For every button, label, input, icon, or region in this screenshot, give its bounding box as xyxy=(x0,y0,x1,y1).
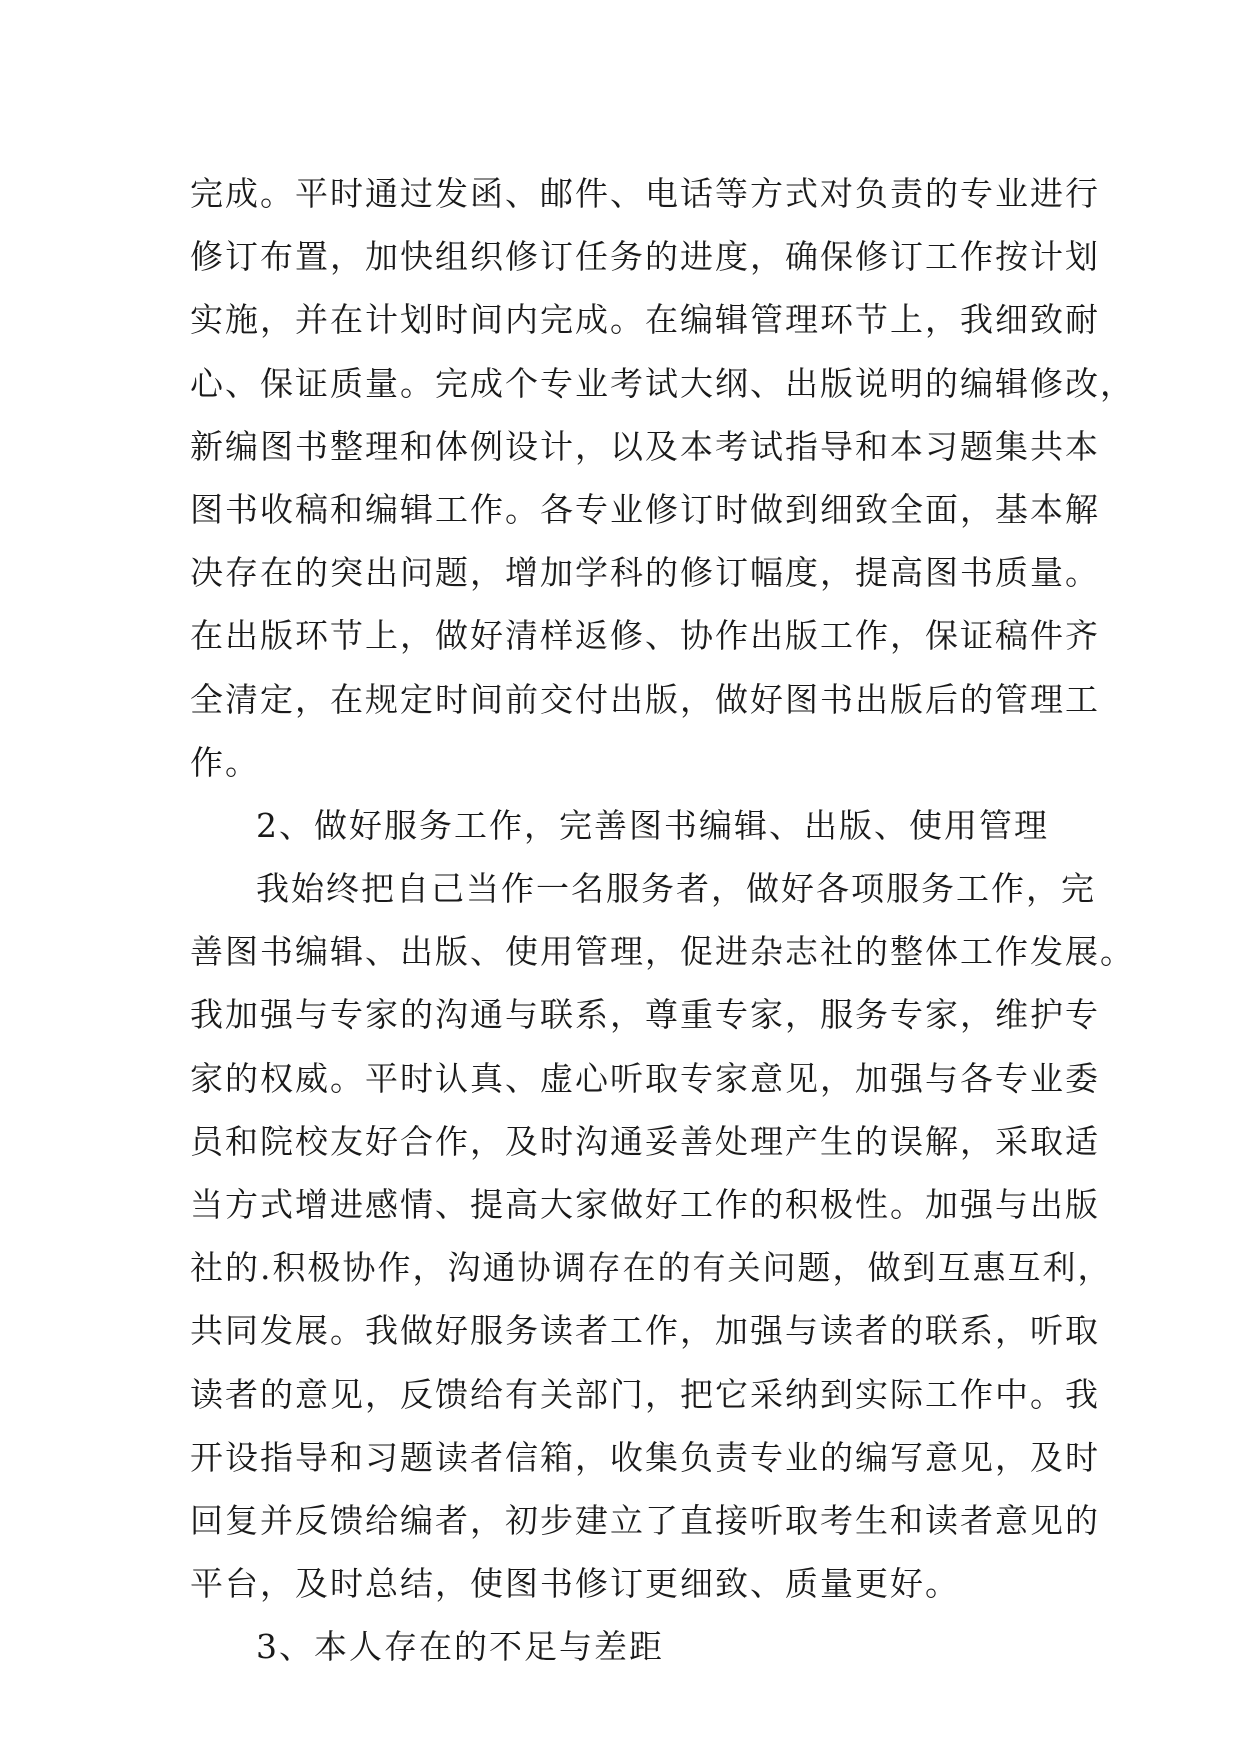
paragraph-first-line: 我始终把自己当作一名服务者，做好各项服务工作，完 xyxy=(256,869,1096,909)
body-line: 读者的意见，反馈给有关部门，把它采纳到实际工作中。我 xyxy=(190,1374,1100,1414)
body-line: 实施，并在计划时间内完成。在编辑管理环节上，我细致耐 xyxy=(190,300,1100,340)
body-line: 我加强与专家的沟通与联系，尊重专家，服务专家，维护专 xyxy=(190,995,1100,1035)
body-line: 心、保证质量。完成个专业考试大纲、出版说明的编辑修改， xyxy=(190,363,1135,403)
body-line: 当方式增进感情、提高大家做好工作的积极性。加强与出版 xyxy=(190,1185,1100,1224)
body-line: 家的权威。平时认真、虚心听取专家意见，加强与各专业委 xyxy=(190,1058,1100,1098)
body-line: 员和院校友好合作，及时沟通妥善处理产生的误解，采取适 xyxy=(190,1121,1100,1161)
section-heading-3: 3、本人存在的不足与差距 xyxy=(256,1627,664,1667)
body-line: 作。 xyxy=(190,742,260,782)
section-heading-2: 2、做好服务工作，完善图书编辑、出版、使用管理 xyxy=(256,805,1049,845)
body-line: 在出版环节上，做好清样返修、协作出版工作，保证稿件齐 xyxy=(190,616,1100,656)
body-line: 完成。平时通过发函、邮件、电话等方式对负责的专业进行 xyxy=(190,174,1100,213)
body-line: 善图书编辑、出版、使用管理，促进杂志社的整体工作发展。 xyxy=(190,932,1135,972)
body-line: 图书收稿和编辑工作。各专业修订时做到细致全面，基本解 xyxy=(190,489,1100,529)
body-line: 全清定，在规定时间前交付出版，做好图书出版后的管理工 xyxy=(190,679,1100,719)
body-line: 社的.积极协作，沟通协调存在的有关问题，做到互惠互利， xyxy=(190,1248,1113,1288)
body-line: 修订布置，加快组织修订任务的进度，确保修订工作按计划 xyxy=(190,237,1100,277)
body-line: 平台，及时总结，使图书修订更细致、质量更好。 xyxy=(190,1564,960,1604)
body-line: 回复并反馈给编者，初步建立了直接听取考生和读者意见的 xyxy=(190,1500,1100,1540)
body-line: 新编图书整理和体例设计，以及本考试指导和本习题集共本 xyxy=(190,426,1100,466)
body-line: 决存在的突出问题，增加学科的修订幅度，提高图书质量。 xyxy=(190,553,1100,593)
body-line: 共同发展。我做好服务读者工作，加强与读者的联系，听取 xyxy=(190,1311,1100,1351)
body-line: 开设指导和习题读者信箱，收集负责专业的编写意见，及时 xyxy=(190,1437,1100,1477)
document-body xyxy=(190,162,1135,1679)
